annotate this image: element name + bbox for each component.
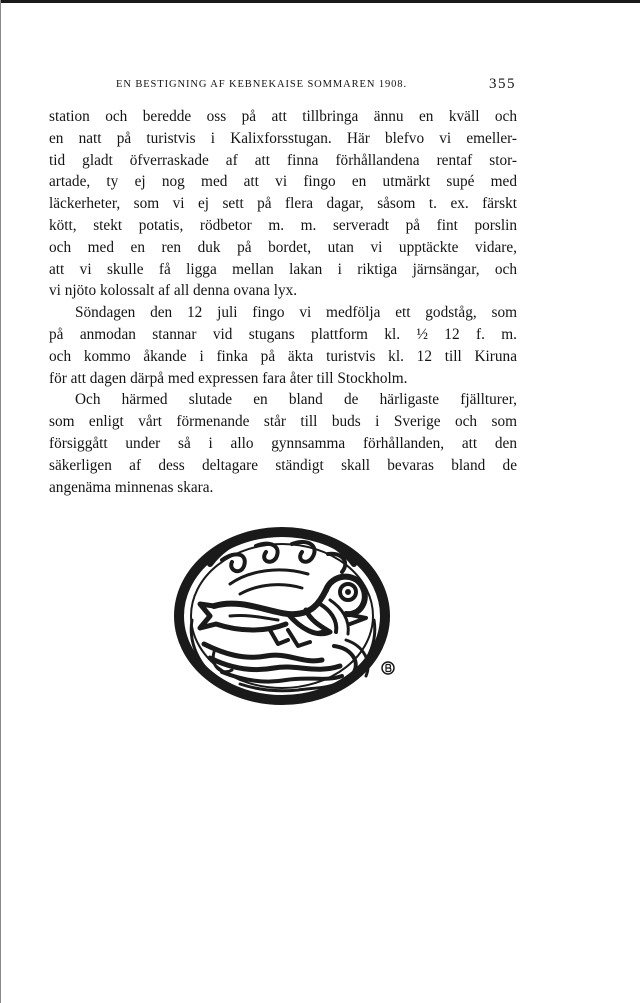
running-title: EN BESTIGNING AF KEBNEKAISE SOMMAREN 1908. — [116, 79, 407, 90]
text-line: på anmodan stannar vid stugans plattform kl. ½ 12 f. m. — [49, 325, 517, 343]
text-line: för att dagen därpå med expressen fara åter till Stockholm. — [49, 369, 408, 387]
left-border-rule — [0, 0, 1, 1003]
body-text — [49, 106, 517, 498]
text-line: säkerligen af dess deltagare ständigt skall bevaras bland de — [49, 456, 517, 474]
top-border-rule — [0, 0, 640, 3]
page-header — [116, 76, 516, 96]
bird-ornament-icon — [170, 520, 395, 708]
text-line: att vi skulle få ligga mellan lakan i riktiga järnsängar, och — [49, 260, 517, 278]
text-line: Och härmed slutade en bland de härligaste fjällturer, — [75, 391, 517, 409]
text-line: och med en ren duk på bordet, utan vi upptäckte vidare, — [49, 238, 517, 256]
text-line: station och beredde oss på att tillbringa ännu en kväll och — [49, 108, 517, 125]
text-line: vi njöto kolossalt af all denna ovana lyx. — [49, 282, 298, 300]
text-line: kött, stekt potatis, rödbetor m. m. serveradt på fint porslin — [49, 216, 517, 234]
text-line: tid gladt öfverraskade af att finna förhållandena rentaf stor- — [49, 151, 517, 169]
text-line: angenäma minnenas skara. — [49, 478, 214, 496]
text-line: Söndagen den 12 juli fingo vi medfölja ett godståg, som — [75, 304, 517, 322]
text-line: försiggått under så i allo gynnsamma förhållanden, att den — [49, 434, 517, 452]
text-line: en natt på turistvis i Kalixforsstugan. Här blefvo vi emeller- — [49, 129, 517, 147]
monogram-icon — [381, 661, 395, 675]
text-line: artade, ty ej nog med att vi fingo en utmärkt supé med — [49, 173, 517, 191]
text-line: läckerheter, som vi ej sett på flera dagar, såsom t. ex. färskt — [49, 195, 517, 213]
text-line: som enligt vårt förmenande står till buds i Sverige och som — [49, 413, 517, 431]
page-number: 355 — [489, 76, 516, 92]
text-line: och kommo åkande i finka på äkta turistvis kl. 12 till Kiruna — [49, 347, 517, 365]
